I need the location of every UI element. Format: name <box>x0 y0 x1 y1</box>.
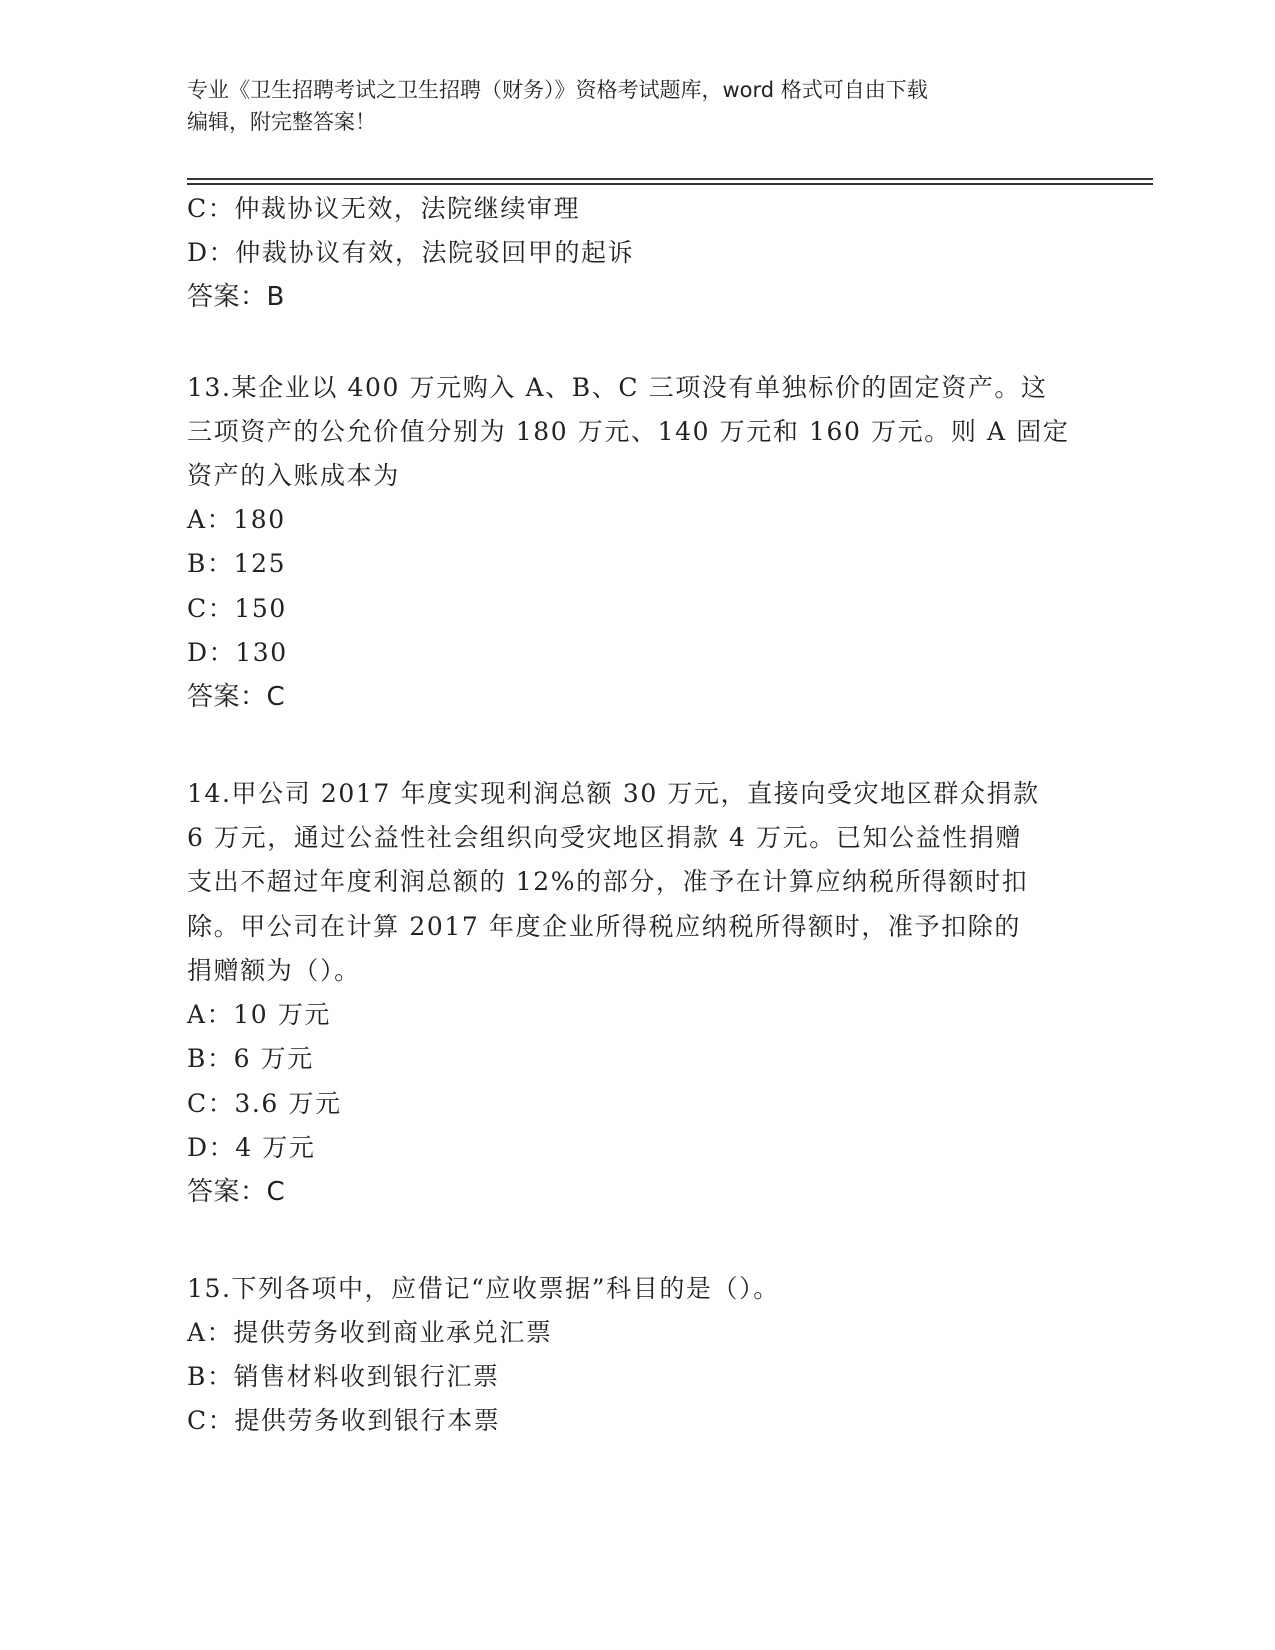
q14-option-c: C：3.6 万元 <box>187 1089 342 1118</box>
q14-option-a: A：10 万元 <box>187 1000 332 1029</box>
q13-answer: 答案：C <box>187 682 286 712</box>
q12-option-c: C：仲裁协议无效，法院继续审理 <box>187 194 581 223</box>
q13-option-a: A：180 <box>187 505 286 534</box>
header-line-2: 编辑，附完整答案！ <box>187 110 376 134</box>
q14-stem-line-1: 14.甲公司 2017 年度实现利润总额 30 万元，直接向受灾地区群众捐款 <box>187 779 1040 808</box>
q15-option-c: C：提供劳务收到银行本票 <box>187 1406 501 1435</box>
q14-stem-line-2: 6 万元，通过公益性社会组织向受灾地区捐款 4 万元。已知公益性捐赠 <box>187 823 1023 852</box>
header-divider-top <box>187 178 1153 180</box>
q13-option-b: B：125 <box>187 549 287 578</box>
header-line-1: 专业《卫生招聘考试之卫生招聘（财务）》资格考试题库，word 格式可自由下载 <box>187 78 928 102</box>
q13-option-c: C：150 <box>187 594 287 623</box>
q14-answer: 答案：C <box>187 1177 286 1207</box>
q15-option-b: B：销售材料收到银行汇票 <box>187 1362 500 1391</box>
q15-option-a: A：提供劳务收到商业承兑汇票 <box>187 1318 553 1347</box>
q13-option-d: D：130 <box>187 638 288 667</box>
q14-stem-line-3: 支出不超过年度利润总额的 12%的部分，准予在计算应纳税所得额时扣 <box>187 867 1029 896</box>
q14-stem-line-5: 捐赠额为（）。 <box>187 956 361 985</box>
document-header <box>187 74 1067 138</box>
header-divider-bottom <box>187 183 1153 185</box>
q13-stem-line-2: 三项资产的公允价值分别为 180 万元、140 万元和 160 万元。则 A 固定 <box>187 417 1070 446</box>
q12-answer: 答案：B <box>187 282 285 312</box>
q12-option-d: D：仲裁协议有效，法院驳回甲的起诉 <box>187 238 635 267</box>
q13-stem-line-1: 13.某企业以 400 万元购入 A、B、C 三项没有单独标价的固定资产。这 <box>187 373 1048 402</box>
q13-stem-line-3: 资产的入账成本为 <box>187 461 400 490</box>
q14-stem-line-4: 除。甲公司在计算 2017 年度企业所得税应纳税所得额时，准予扣除的 <box>187 912 1021 941</box>
q14-option-d: D：4 万元 <box>187 1133 316 1162</box>
q15-stem-line-1: 15.下列各项中，应借记“应收票据”科目的是（）。 <box>187 1274 780 1303</box>
q14-option-b: B：6 万元 <box>187 1044 314 1073</box>
